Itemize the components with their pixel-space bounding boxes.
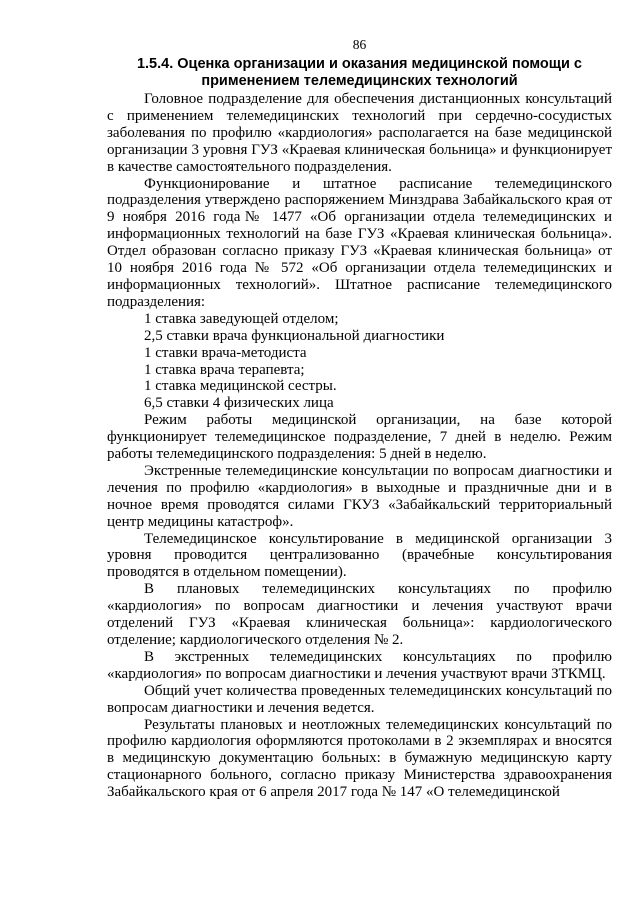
page-number: 86 bbox=[352, 37, 367, 52]
document-page bbox=[107, 38, 612, 801]
section-heading-line1: 1.5.4. Оценка организации и оказания медицинской помощи с bbox=[136, 56, 583, 72]
staff-list-item: 1 ставка заведующей отделом; bbox=[144, 310, 339, 327]
paragraph: Функционирование и штатное расписание телемедицинского подразделения утверждено распоряжением Минздрава Забайкальского края от 9 ноября 2016 года№ 1477 «Об организации отдела телемедицинских и информационных технологий на базе ГУЗ «Краевая клиническая больница». Отдел образован согласно приказу ГУЗ «Краевая клиническая больница» от 10 ноября 2016 года № 572 «Об организации отдела телемедицинских и информационных технологий». Штатное расписание телемедицинского подразделения: bbox=[107, 175, 612, 310]
paragraph: Экстренные телемедицинские консультации по вопросам диагностики и лечения по профилю «кардиология» в выходные и праздничные дни и в ночное время проводятся силами ГКУЗ «Забайкальский территориальный центр медицины катастроф». bbox=[107, 462, 612, 530]
staff-list-item: 6,5 ставки 4 физических лица bbox=[144, 395, 334, 412]
paragraph: В плановых телемедицинских консультациях по профилю «кардиология» по вопросам диагностики и лечения участвуют врачи отделений ГУЗ «Краевая клиническая больница»: кардиологического отделение; кардиологического отделения № 2. bbox=[107, 581, 612, 648]
paragraph: В экстренных телемедицинских консультациях по профилю «кардиология» по вопросам диагностики и лечения участвуют врачи ЗТКМЦ. bbox=[107, 648, 612, 682]
staff-list-item: 1 ставка медицинской сестры. bbox=[144, 378, 337, 395]
paragraph: Головное подразделение для обеспечения дистанционных консультаций с применением телемедицинских технологий при сердечно-сосудистых заболевания по профилю «кардиология» располагается на базе медицинской организации 3 уровня ГУЗ «Краевая клиническая больница» и функционирует в качестве самостоятельного подразделения. bbox=[107, 91, 612, 175]
paragraph: Результаты плановых и неотложных телемедицинских консультаций по профилю кардиология оформляются протоколами в 2 экземплярах и вносятся в медицинскую документацию больных: в бумажную медицинскую карту стационарного больного, согласно приказу Министерства здравоохранения Забайкальского края от 6 апреля 2017 года № 147 «О телемедицинской bbox=[107, 716, 612, 801]
section-heading bbox=[107, 56, 612, 89]
paragraph: Режим работы медицинской организации, на базе которой функционирует телемедицинское подразделение, 7 дней в неделю. Режим работы телемедицинского подразделения: 5 дней в неделю. bbox=[107, 412, 612, 463]
paragraph: Общий учет количества проведенных телемедицинских консультаций по вопросам диагностики и лечения ведется. bbox=[107, 682, 612, 716]
staff-list-item: 2,5 ставки врача функциональной диагностики bbox=[144, 327, 445, 344]
staff-list-item: 1 ставки врача-методиста bbox=[144, 344, 307, 361]
paragraph: Телемедицинское консультирование в медицинской организации 3 уровня проводится централизованно (врачебные консультирования проводятся в отдельном помещении). bbox=[107, 530, 612, 581]
section-heading-line2: применением телемедицинских технологий bbox=[201, 72, 518, 89]
staff-list-item: 1 ставка врача терапевта; bbox=[144, 361, 305, 378]
